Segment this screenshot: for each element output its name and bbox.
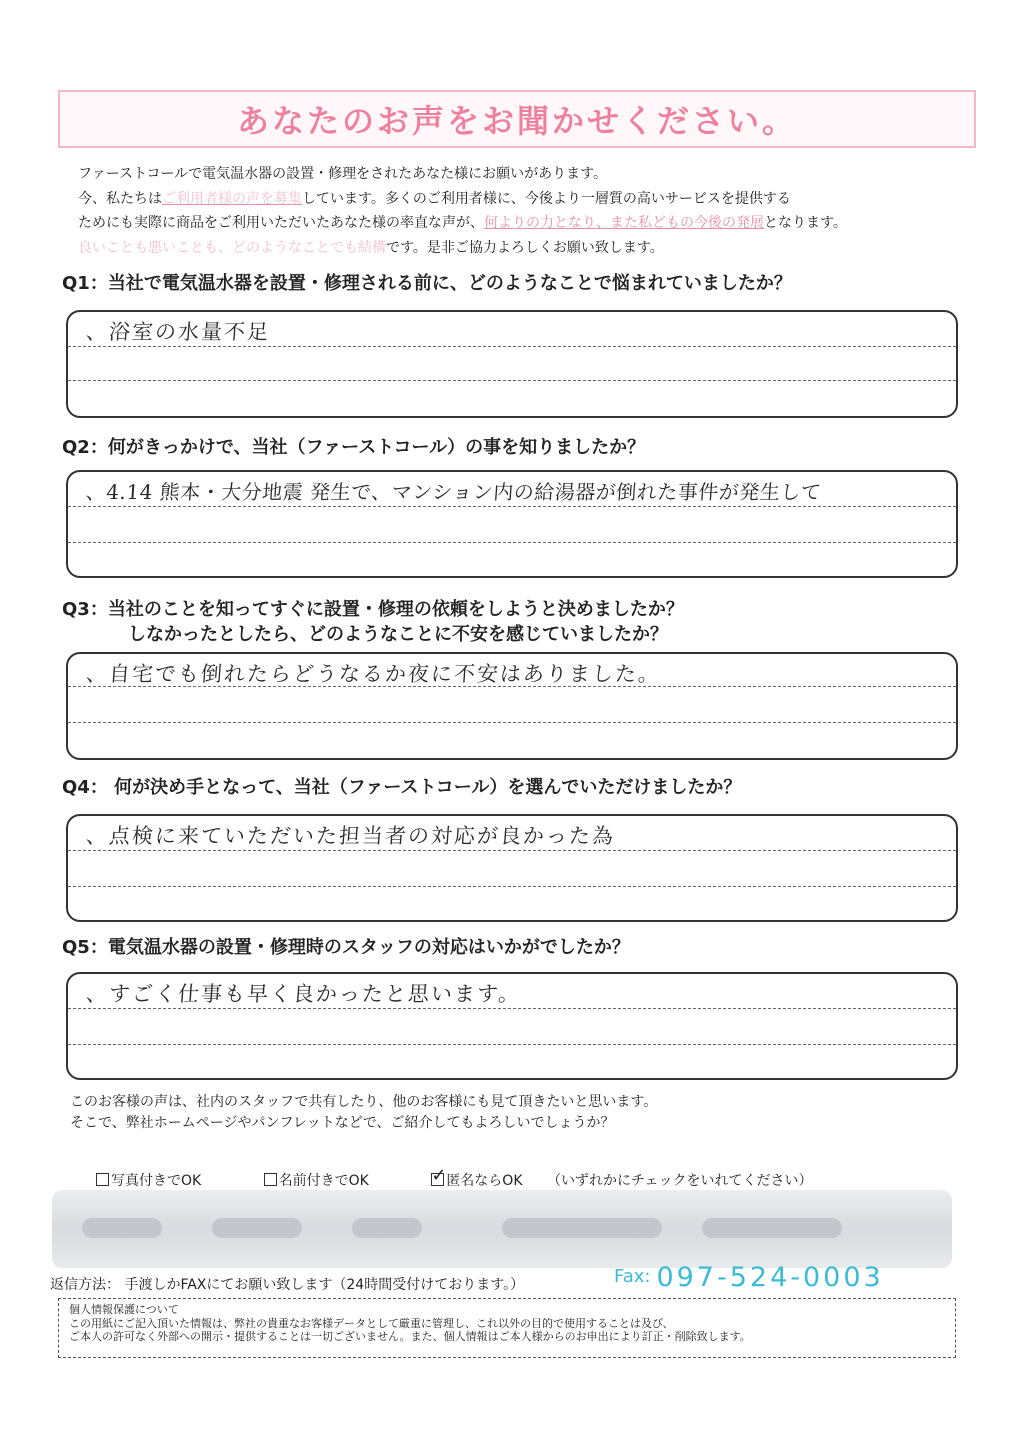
- consent-photo-option[interactable]: 写真付きでOK: [96, 1170, 201, 1190]
- page-title: あなたのお声をお聞かせください。: [236, 102, 797, 140]
- ruled-line: [68, 380, 956, 381]
- checkbox-name[interactable]: [264, 1173, 277, 1186]
- intro-line-2: 今、私たちはご利用者様の声を募集しています。多くのご利用者様に、今後より一層質の高いサービスを提供する: [78, 190, 791, 207]
- redacted-blob: [352, 1218, 422, 1238]
- intro-text: [78, 162, 958, 260]
- fax-label: Fax:: [614, 1266, 651, 1287]
- intro-highlight-2: 何よりの力となり、また私どもの今後の発展: [484, 215, 764, 231]
- ruled-line: [68, 686, 956, 687]
- privacy-title: 個人情報保護について: [69, 1303, 179, 1316]
- ruled-line: [68, 506, 956, 507]
- ruled-line: [68, 1008, 956, 1009]
- intro-line-3: ためにも実際に商品をご利用いただいたあなた様の率直な声が、何よりの力となり、また私どもの今後の発展となります。: [78, 215, 847, 231]
- privacy-line-2: ご本人の許可なく外部への開示・提供することは一切ございません。また、個人情報はご本人様からのお申出により訂正・削除致します。: [69, 1330, 751, 1343]
- privacy-line-1: この用紙にご記入頂いた情報は、弊社の貴重なお客様データとして厳重に管理し、これ以外の目的で使用することは及び、: [69, 1316, 674, 1330]
- ruled-line: [68, 722, 956, 723]
- answer-4-text: 、点検に来ていただいた担当者の対応が良かった為: [85, 824, 616, 848]
- question-1-label: Q1：当社で電気温水器を設置・修理される前に、どのようなことで悩まれていましたか？: [62, 273, 792, 294]
- checkbox-photo[interactable]: [96, 1173, 109, 1186]
- answer-2-text: 、4.14 熊本・大分地震 発生で、マンション内の給湯器が倒れた事件が発生して: [85, 480, 823, 504]
- question-4-label: Q4： 何が決め手となって、当社（ファーストコール）を選んでいただけましたか？: [62, 777, 742, 798]
- ruled-line: [68, 886, 956, 887]
- ruled-line: [68, 346, 956, 347]
- answer-2-box[interactable]: [66, 470, 958, 578]
- privacy-notice: [58, 1298, 956, 1358]
- consent-name-option[interactable]: 名前付きでOK: [264, 1170, 369, 1190]
- question-3-sublabel: しなかったとしたら、どのようなことに不安を感じていましたか？: [128, 624, 668, 645]
- intro-line-1: ファーストコールで電気温水器の設置・修理をされたあなた様にお願いがあります。: [78, 166, 608, 182]
- redacted-blob: [702, 1218, 842, 1238]
- question-5-label: Q5：電気温水器の設置・修理時のスタッフの対応はいかがでしたか？: [62, 937, 630, 958]
- return-method: 返信方法： 手渡しかFAXにてお願い致します（24時間受付けております。）: [50, 1277, 525, 1293]
- answer-3-text: 、自宅でも倒れたらどうなるか夜に不安はありました。: [85, 662, 662, 686]
- answer-5-box[interactable]: [66, 972, 958, 1080]
- answer-3-box[interactable]: [66, 652, 958, 760]
- title-banner: [58, 90, 976, 148]
- ruled-line: [68, 542, 956, 543]
- consent-note: （いずれかにチェックをいれてください）: [546, 1173, 813, 1189]
- redacted-blob: [212, 1218, 302, 1238]
- answer-5-text: 、すごく仕事も早く良かったと思います。: [85, 982, 523, 1006]
- redacted-signature-area: [52, 1190, 952, 1268]
- intro-highlight-1: ご利用者様の声を募集: [162, 190, 302, 207]
- intro-line-4: 良いことも悪いことも、どのようなことでも結構です。是非ご協力よろしくお願い致します。: [78, 239, 664, 256]
- share-line-2: そこで、弊社ホームページやパンフレットなどで、ご紹介してもよろしいでしょうか？: [70, 1115, 615, 1131]
- question-2-label: Q2：何がきっかけで、当社（ファーストコール）の事を知りましたか？: [62, 437, 646, 458]
- check-mark-icon: ✓: [431, 1165, 447, 1186]
- fax-number-block: [614, 1262, 884, 1293]
- redacted-blob: [82, 1218, 162, 1238]
- ruled-line: [68, 1044, 956, 1045]
- question-3-label: Q3：当社のことを知ってすぐに設置・修理の依頼をしようと決めましたか？: [62, 599, 684, 620]
- redacted-blob: [502, 1218, 662, 1238]
- consent-anonymous-option[interactable]: ✓ 匿名ならOK: [431, 1165, 523, 1189]
- share-line-1: このお客様の声は、社内のスタッフで共有したり、他のお客様にも見て頂きたいと思います。: [70, 1094, 658, 1110]
- ruled-line: [68, 850, 956, 851]
- intro-highlight-3: 良いことも悪いことも、どのようなことでも結構: [78, 239, 386, 256]
- fax-number: 097-524-0003: [656, 1262, 884, 1293]
- checkbox-anonymous[interactable]: [431, 1165, 447, 1186]
- answer-4-box[interactable]: [66, 814, 958, 922]
- share-request-text: [70, 1092, 657, 1134]
- answer-1-box[interactable]: [66, 310, 958, 418]
- answer-1-text: 、浴室の水量不足: [85, 320, 271, 344]
